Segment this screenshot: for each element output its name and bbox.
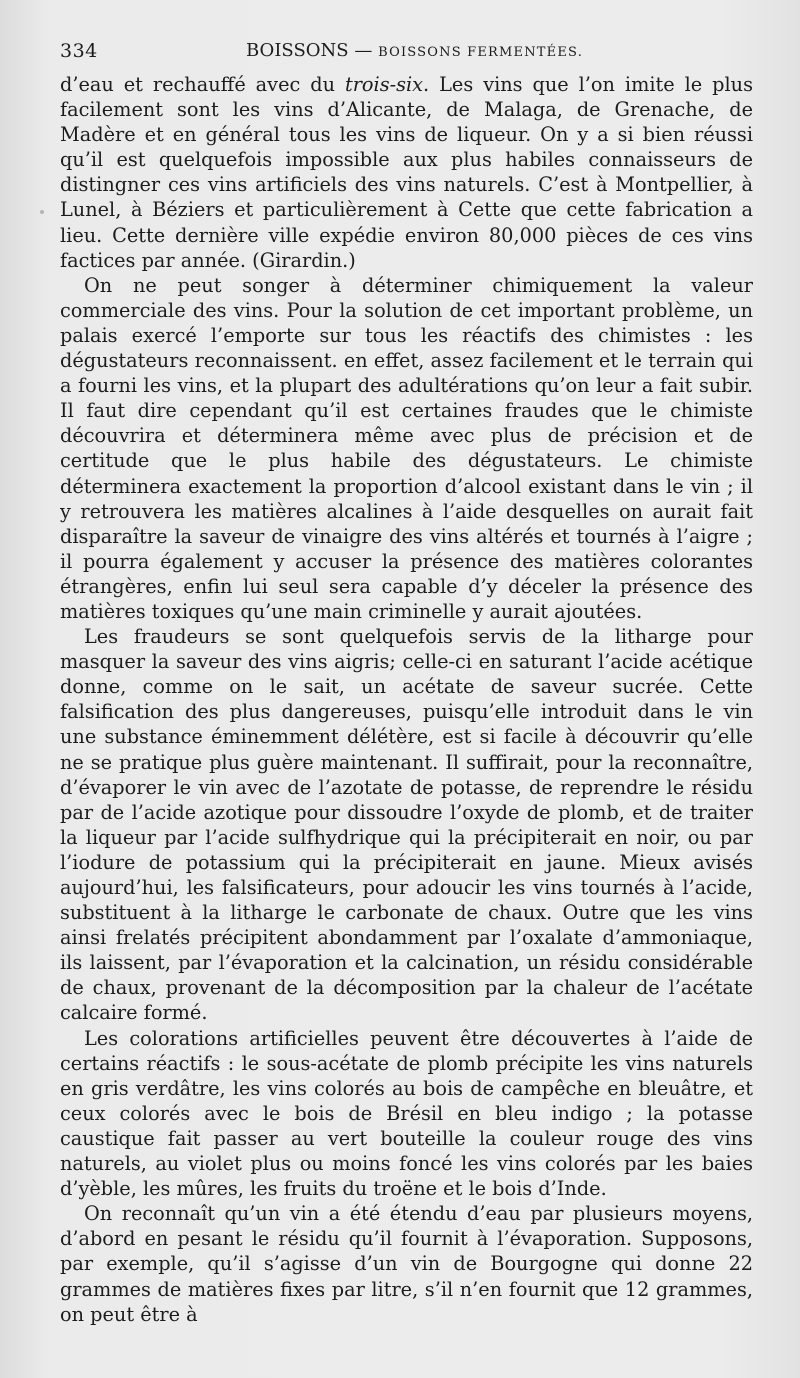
body-text bbox=[60, 72, 753, 1327]
paragraph-2: On ne peut songer à déterminer chimiquement la valeur commerciale des vins. Pour la solution de cet important problème, un palais exercé l’emporte sur tous les réactifs des chimistes : les dégustateurs reconnaissent. en effet, assez facilement et le terrain qui a fourni les vins, et la plupart des adultérations qu’on leur a fait subir. Il faut dire cependant qu’il est certaines fraudes que le chimiste découvrira et déterminera même avec plus de précision et de certitude que le plus habile des dégustateurs. Le chimiste déterminera exactement la proportion d’alcool existant dans le vin ; il y retrouvera les matières alcalines à l’aide desquelles on aurait fait disparaître la saveur de vinaigre des vins altérés et tournés à l’aigre ; il pourra également y accuser la présence des matières colorantes étrangères, enfin lui seul sera capable d’y déceler la présence des matières toxiques qu’une main criminelle y aurait ajoutées. bbox=[60, 273, 753, 623]
page-header bbox=[60, 36, 752, 66]
running-subtitle: BOISSONS FERMENTÉES. bbox=[378, 45, 584, 60]
paragraph-1-italic-term: trois-six bbox=[344, 73, 424, 96]
running-head-separator: — bbox=[354, 40, 373, 61]
running-head bbox=[246, 40, 583, 61]
paragraph-5: On reconnaît qu’un vin a été étendu d’eau par plusieurs moyens, d’abord en pesant le résidu qu’il fournit à l’évaporation. Supposons, par exemple, qu’il s’agisse d’un vin de Bourgogne qui donne 22 grammes de matières fixes par litre, s’il n’en fournit que 12 grammes, on peut être à bbox=[60, 1202, 753, 1326]
paragraph-1-text-start: d’eau et rechauffé avec du bbox=[60, 73, 345, 96]
margin-mark bbox=[40, 210, 44, 214]
paragraph-4: Les colorations artificielles peuvent être découvertes à l’aide de certains réactifs : le sous-acétate de plomb précipite les vins naturels en gris verdâtre, les vins colorés au bois de campêche en bleuâtre, et ceux colorés avec le bois de Brésil en bleu indigo ; la potasse caustique fait passer au vert bouteille la couleur rouge des vins naturels, au violet plus ou moins foncé les vins colorés par les baies d’yèble, les mûres, les fruits du troëne et le bois d’Inde. bbox=[60, 1026, 753, 1201]
running-title: BOISSONS bbox=[246, 40, 349, 61]
paragraph-1-text-end: . Les vins que l’on imite le plus facilement sont les vins d’Alicante, de Malaga, de Grenache, de Madère et en général tous les vins de liqueur. On y a si bien réussi qu’il est quelquefois impossible aux plus habiles connaisseurs de distingner ces vins artificiels des vins naturels. C’est à Montpellier, à Lunel, à Béziers et particulièrement à Cette que cette fabrication a lieu. Cette dernière ville expédie environ 80,000 pièces de ces vins factices par année. (Girardin.) bbox=[60, 73, 753, 272]
paragraph-1 bbox=[60, 72, 753, 273]
page-number: 334 bbox=[60, 40, 98, 62]
paragraph-3: Les fraudeurs se sont quelquefois servis de la litharge pour masquer la saveur des vins aigris; celle-ci en saturant l’acide acétique donne, comme on le sait, un acétate de saveur sucrée. Cette falsification des plus dangereuses, puisqu’elle introduit dans le vin une substance éminemment délétère, est si facile à découvrir qu’elle ne se pratique plus guère maintenant. Il suffirait, pour la reconnaître, d’évaporer le vin avec de l’azotate de potasse, de reprendre le résidu par de l’acide azotique pour dissoudre l’oxyde de plomb, et de traiter la liqueur par l’acide sulfhydrique qui la précipiterait en noir, ou par l’iodure de potassium qui la précipiterait en jaune. Mieux avisés aujourd’hui, les falsificateurs, pour adoucir les vins tournés à l’acide, substituent à la litharge le carbonate de chaux. Outre que les vins ainsi frelatés précipitent abondamment par l’oxalate d’ammoniaque, ils laissent, par l’évaporation et la calcination, un résidu considérable de chaux, provenant de la décomposition par la chaleur de l’acétate calcaire formé. bbox=[60, 625, 753, 1025]
